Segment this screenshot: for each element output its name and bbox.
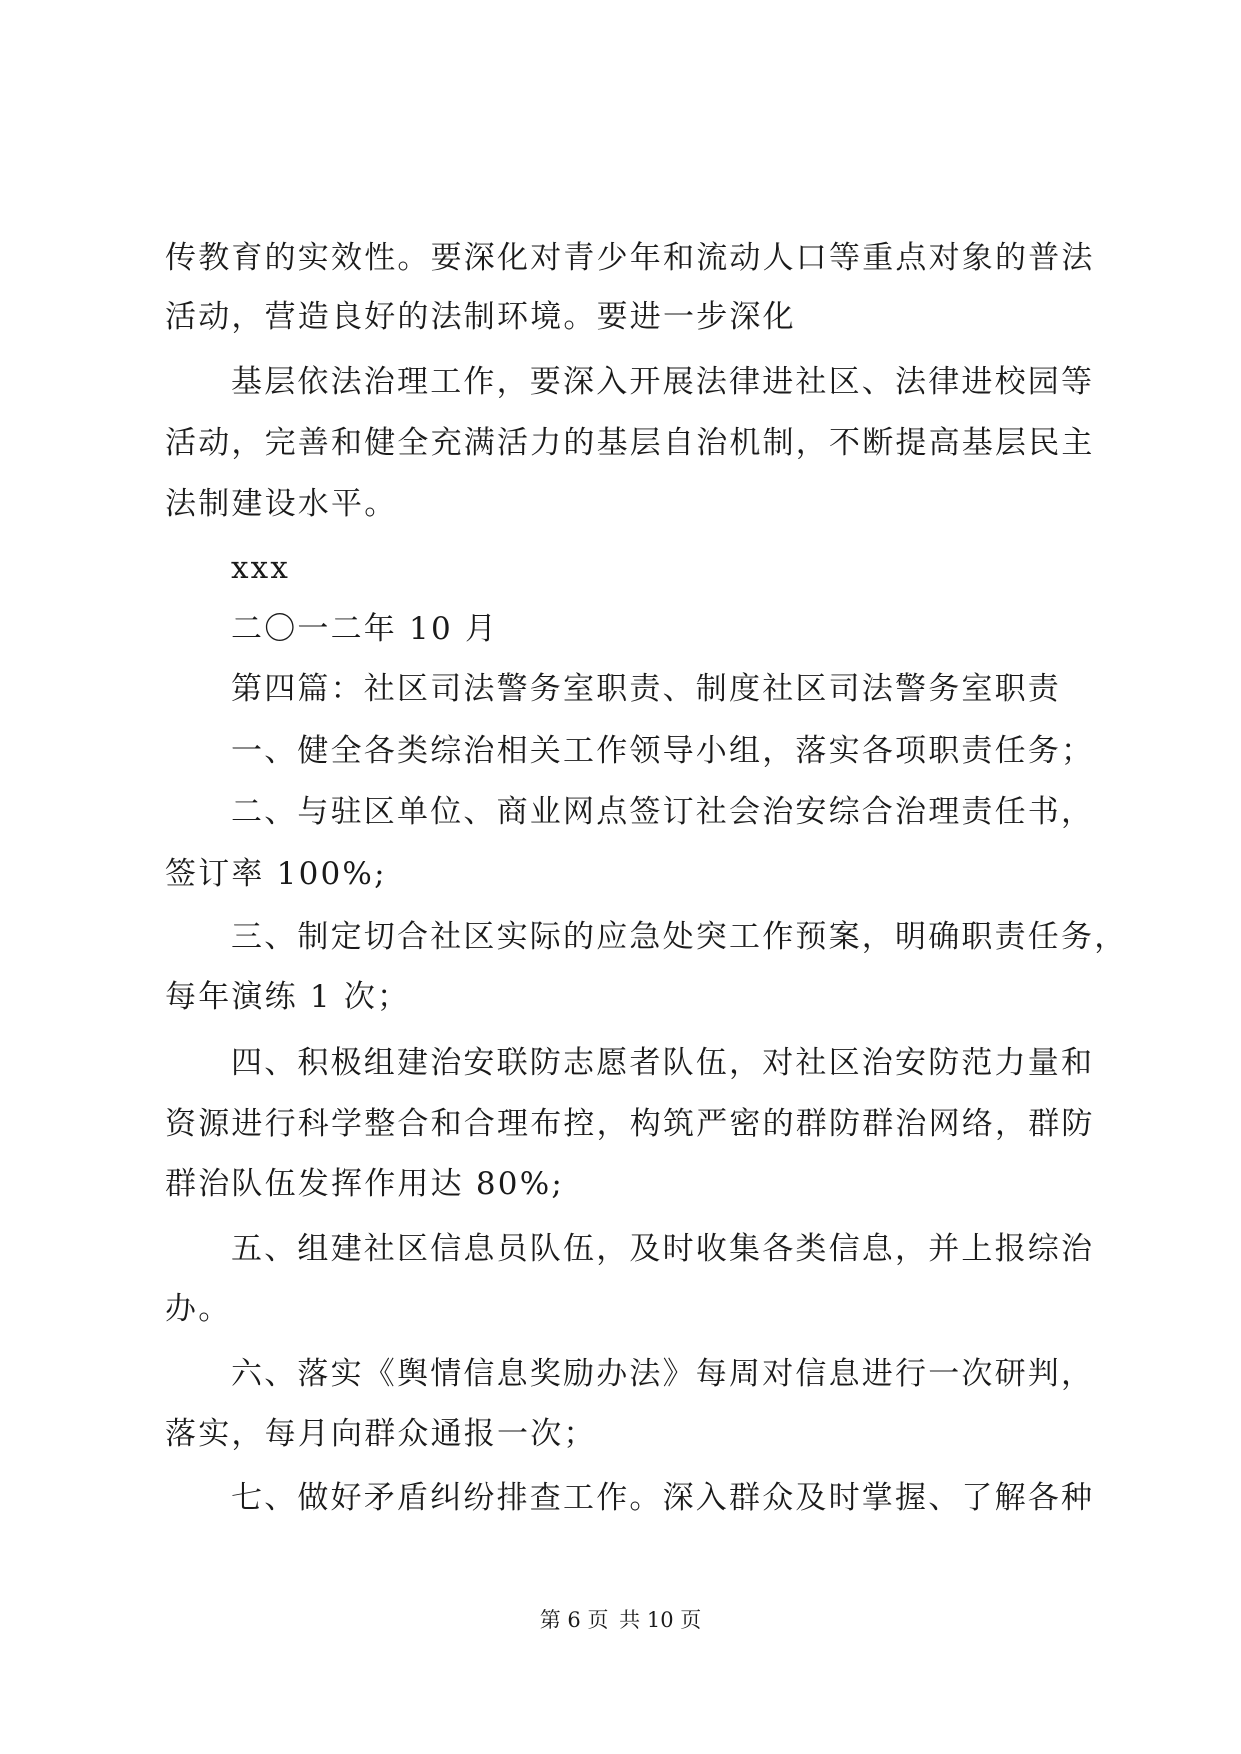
- text-line-16: 群治队伍发挥作用达 80%;: [165, 1166, 564, 1202]
- text-line-18: 办。: [165, 1291, 232, 1327]
- text-line-1: 传教育的实效性。要深化对青少年和流动人口等重点对象的普法: [165, 240, 1095, 276]
- text-line-3: 基层依法治理工作，要深入开展法律进社区、法律进校园等: [231, 364, 1095, 400]
- text-line-9: 一、健全各类综治相关工作领导小组，落实各项职责任务；: [231, 733, 1095, 769]
- text-line-4: 活动，完善和健全充满活力的基层自治机制，不断提高基层民主: [165, 425, 1095, 461]
- section-heading: 第四篇：社区司法警务室职责、制度社区司法警务室职责: [231, 671, 1061, 707]
- text-line-10: 二、与驻区单位、商业网点签订社会治安综合治理责任书，: [231, 794, 1095, 830]
- text-line-2: 活动，营造良好的法制环境。要进一步深化: [165, 299, 796, 335]
- text-line-11: 签订率 100%;: [165, 856, 387, 892]
- text-line-20: 落实，每月向群众通报一次；: [165, 1416, 597, 1452]
- text-line-21: 七、做好矛盾纠纷排查工作。深入群众及时掌握、了解各种: [231, 1480, 1095, 1516]
- signature-name: xxx: [231, 550, 291, 586]
- text-line-13: 每年演练 1 次；: [165, 979, 411, 1015]
- text-line-17: 五、组建社区信息员队伍，及时收集各类信息，并上报综治: [231, 1231, 1095, 1267]
- page-total: 共 10 页: [619, 1608, 702, 1632]
- signature-date: 二〇一二年 10 月: [231, 611, 499, 647]
- page-number: 第 6 页: [539, 1608, 609, 1632]
- text-line-19: 六、落实《舆情信息奖励办法》每周对信息进行一次研判，: [231, 1356, 1095, 1392]
- text-line-14: 四、积极组建治安联防志愿者队伍，对社区治安防范力量和: [231, 1045, 1095, 1081]
- text-line-15: 资源进行科学整合和合理布控，构筑严密的群防群治网络，群防: [165, 1106, 1095, 1142]
- page-footer: [0, 1606, 1241, 1634]
- text-line-5: 法制建设水平。: [165, 486, 398, 522]
- text-line-12: 三、制定切合社区实际的应急处突工作预案，明确职责任务，: [231, 919, 1128, 955]
